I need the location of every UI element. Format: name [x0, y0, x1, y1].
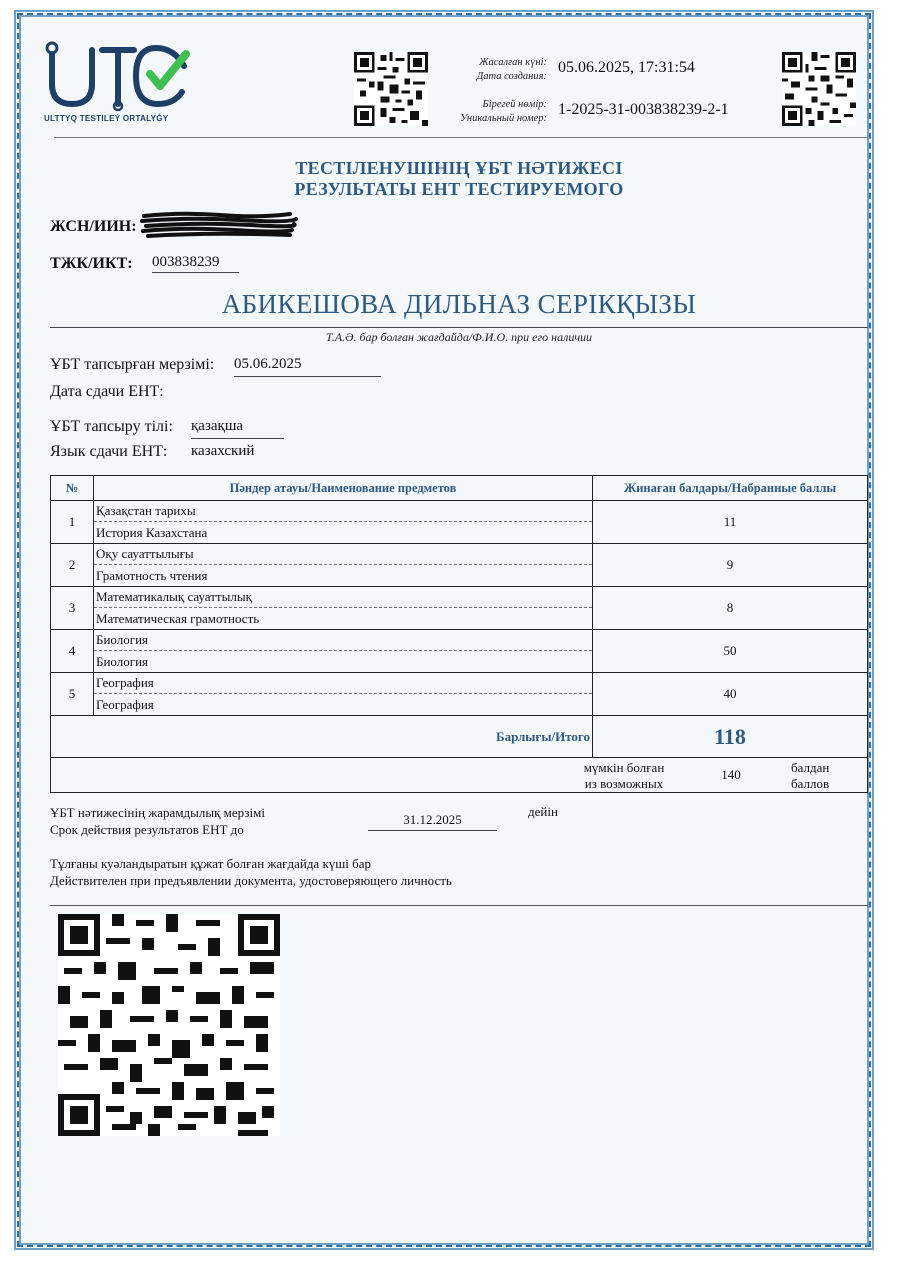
possible-score-cell: [51, 758, 868, 793]
total-row: [51, 716, 868, 758]
subject-name-ru: Математическая грамотность: [96, 611, 260, 626]
full-name-note: Т.А.Ә. бар болған жағдайда/Ф.И.О. при его наличии: [325, 330, 593, 344]
column-header-score: Жинаған балдары/Набранные баллы: [593, 476, 868, 501]
document-title: ТЕСТІЛЕНУШІНІҢ ҰБТ НӘТИЖЕСІ РЕЗУЛЬТАТЫ ЕНТ ТЕСТИРУЕМОГО: [294, 158, 624, 199]
subject-name-ru: История Казахстана: [96, 525, 208, 540]
full-name: АБИКЕШОВА ДИЛЬНАЗ СЕРІКҚЫЗЫ: [221, 289, 697, 319]
subject-name-ru: География: [96, 697, 154, 712]
subject-cell: [94, 630, 593, 673]
row-number: 1: [51, 501, 94, 544]
subject-name-ru: Биология: [96, 654, 149, 669]
subject-score: 11: [593, 501, 868, 544]
ikt-value: 003838239: [152, 254, 239, 273]
results-table: [50, 475, 868, 793]
ikt-label: ТЖК/ИКТ:: [50, 255, 133, 272]
subject-cell: [94, 544, 593, 587]
column-header-number: №: [51, 476, 94, 501]
iin-label: ЖСН/ИИН:: [50, 218, 137, 235]
subject-score: 40: [593, 673, 868, 716]
validity-label: ҰБТ нәтижесінің жарамдылық мерзімі Срок действия результатов ЕНТ до: [50, 805, 265, 837]
exam-date-label-ru: Дата сдачи ЕНТ:: [50, 383, 164, 400]
table-row: [51, 544, 868, 587]
exam-date-value: 05.06.2025: [234, 356, 381, 377]
table-row: [51, 587, 868, 630]
creation-date-label: Жасалған күні: Дата создания:: [476, 57, 547, 82]
row-number: 2: [51, 544, 94, 587]
validity-date: 31.12.2025: [368, 812, 497, 831]
possible-label: мүмкін болған из возможных: [583, 760, 665, 791]
unique-number-value: 1-2025-31-003838239-2-1: [558, 101, 729, 118]
total-label: Барлығы/Итого: [51, 716, 593, 758]
subject-score: 8: [593, 587, 868, 630]
unique-number-label: Бірегей нөмір: Уникальный номер:: [460, 99, 547, 124]
row-number: 3: [51, 587, 94, 630]
subject-score: 9: [593, 544, 868, 587]
validity-until: дейін: [528, 804, 558, 819]
row-number: 5: [51, 673, 94, 716]
subject-name-kz: Математикалық сауаттылық: [94, 587, 592, 608]
subject-name-kz: Оқу сауаттылығы: [94, 544, 592, 565]
qr-code-icon: [782, 52, 856, 126]
table-row: [51, 501, 868, 544]
logo-caption: ULTTYQ TESTILEÝ ORTALYǴY: [44, 114, 169, 123]
possible-score-value: 140: [721, 767, 741, 782]
subject-cell: [94, 587, 593, 630]
qr-code-icon: [58, 914, 280, 1136]
table-header-row: [51, 476, 868, 501]
subject-cell: [94, 673, 593, 716]
row-number: 4: [51, 630, 94, 673]
redaction-scribble-icon: [140, 210, 300, 240]
subject-cell: [94, 501, 593, 544]
subject-name-kz: География: [94, 673, 592, 694]
subject-name-kz: Биология: [94, 630, 592, 651]
table-row: [51, 673, 868, 716]
creation-date-value: 05.06.2025, 17:31:54: [558, 59, 695, 76]
points-label: балдан баллов: [791, 760, 830, 791]
subject-score: 50: [593, 630, 868, 673]
table-row: [51, 630, 868, 673]
name-underline: [50, 327, 868, 328]
subject-name-kz: Қазақстан тарихы: [94, 501, 592, 522]
subject-name-ru: Грамотность чтения: [96, 568, 208, 583]
possible-score-row: [51, 758, 868, 793]
exam-language-value-kz: қазақша: [191, 418, 284, 439]
footer-divider: [50, 905, 868, 906]
utc-logo-icon: [38, 40, 198, 112]
column-header-subject: Пәндер атауы/Наименование предметов: [94, 476, 593, 501]
total-score: 118: [593, 716, 868, 758]
identity-notice: Тұлғаны куәландыратын құжат болған жағдайда күші бар Действителен при предъявлении документа, удостоверяющего личность: [50, 856, 452, 888]
exam-date-label-kz: ҰБТ тапсырған мерзімі:: [50, 356, 215, 373]
utc-logo: [38, 40, 198, 130]
exam-language-value-ru: казахский: [191, 443, 255, 459]
header-divider: [54, 137, 868, 138]
qr-code-icon: [354, 52, 428, 126]
exam-language-label-kz: ҰБТ тапсыру тілі:: [50, 418, 173, 435]
exam-language-label-ru: Язык сдачи ЕНТ:: [50, 443, 168, 460]
